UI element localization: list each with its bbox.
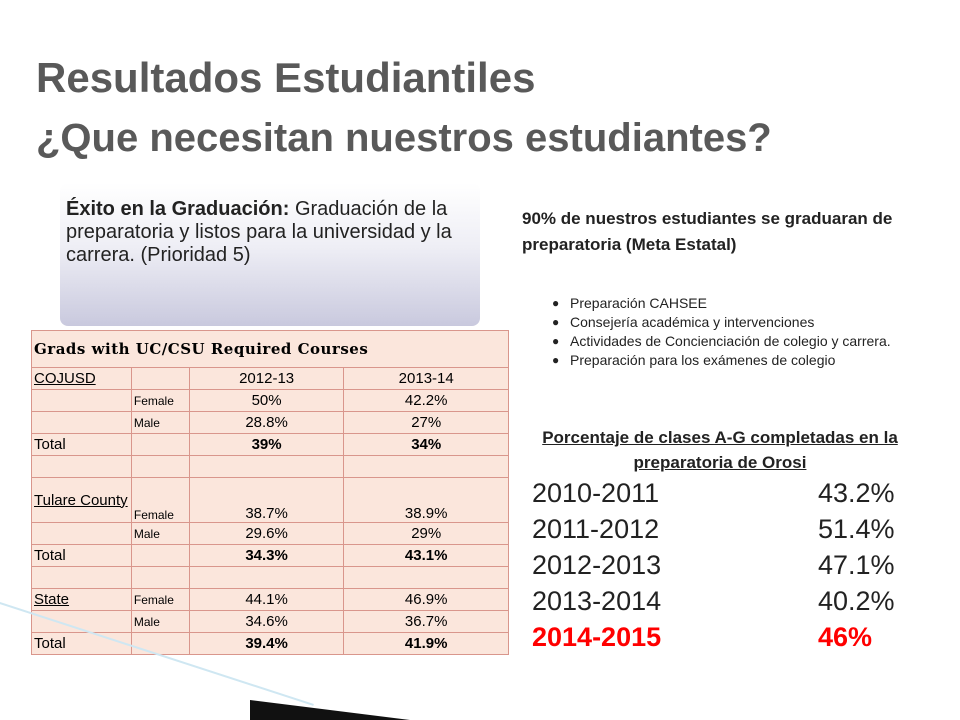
bullet-icon: ● [552, 353, 560, 367]
table-row [32, 523, 509, 545]
table-cell: 2012-13 [189, 368, 344, 390]
table-cell [189, 456, 344, 478]
table-row [32, 434, 509, 456]
table-cell: Female [131, 589, 189, 611]
table-cell: 34.6% [189, 611, 344, 633]
table-cell [131, 456, 189, 478]
table-cell [32, 456, 132, 478]
table-cell: 38.9% [344, 478, 509, 523]
ag-list [532, 478, 932, 658]
table-cell: 29.6% [189, 523, 344, 545]
table-cell: 50% [189, 390, 344, 412]
table-cell: 39% [189, 434, 344, 456]
ag-value: 51.4% [818, 514, 895, 544]
table-cell: 29% [344, 523, 509, 545]
table-row [32, 478, 509, 523]
table-cell: Total [32, 434, 132, 456]
table-cell [32, 390, 132, 412]
ag-value: 43.2% [818, 478, 895, 508]
table-row [32, 456, 509, 478]
table-cell: Male [131, 611, 189, 633]
decorative-wedge [250, 700, 410, 720]
ag-year: 2010-2011 [532, 478, 660, 508]
table-cell [131, 368, 189, 390]
table-cell: Male [131, 523, 189, 545]
table-cell: 42.2% [344, 390, 509, 412]
table-cell: Female [131, 390, 189, 412]
goal-bullets [552, 294, 942, 370]
bullet-icon: ● [552, 315, 560, 329]
ag-row-highlight [532, 622, 932, 658]
page-title: Resultados Estudiantiles [36, 54, 536, 101]
table-cell: 27% [344, 412, 509, 434]
bullet-text: Consejería académica y intervenciones [570, 314, 815, 330]
table-cell [32, 567, 132, 589]
ag-row [532, 550, 932, 586]
table-row [32, 611, 509, 633]
table-cell: 28.8% [189, 412, 344, 434]
banner-bold: Éxito en la Graduación: [66, 198, 290, 220]
ag-year: 2012-2013 [532, 550, 662, 580]
table-cell: Female [131, 478, 189, 523]
ag-title: Porcentaje de clases A-G completadas en la preparatoria de Orosi [542, 428, 898, 472]
table-cell: 34% [344, 434, 509, 456]
table-row [32, 331, 509, 368]
table-cell [32, 523, 132, 545]
bullet-item [552, 332, 942, 351]
table-row [32, 368, 509, 390]
table-cell: 2013-14 [344, 368, 509, 390]
ag-value: 40.2% [818, 586, 895, 616]
table-caption: Grads with UC/CSU Required Courses [32, 331, 509, 368]
table-row [32, 545, 509, 567]
table-cell [131, 567, 189, 589]
table-row [32, 412, 509, 434]
table-cell [344, 567, 509, 589]
bullet-item [552, 351, 942, 370]
table-cell: 44.1% [189, 589, 344, 611]
ag-year: 2011-2012 [532, 514, 660, 544]
table-cell: 41.9% [344, 633, 509, 655]
page-subtitle: ¿Que necesitan nuestros estudiantes? [36, 116, 772, 160]
table-cell: State [32, 589, 132, 611]
table-cell [189, 567, 344, 589]
table-cell: Tulare County [32, 478, 132, 523]
grads-table [31, 330, 509, 655]
table-cell [344, 456, 509, 478]
bullet-icon: ● [552, 296, 560, 310]
table-cell: COJUSD [32, 368, 132, 390]
ag-value: 46% [818, 622, 873, 652]
bullet-item [552, 313, 942, 332]
table-row [32, 567, 509, 589]
ag-row [532, 478, 932, 514]
bullet-item [552, 294, 942, 313]
bullet-text: Actividades de Concienciación de colegio y carrera. [570, 333, 891, 349]
bullet-text: Preparación CAHSEE [570, 295, 707, 311]
table-cell: 39.4% [189, 633, 344, 655]
table-cell: Total [32, 633, 132, 655]
table-cell: Male [131, 412, 189, 434]
table-cell [131, 434, 189, 456]
banner-text [66, 198, 466, 267]
table-cell: Total [32, 545, 132, 567]
table-cell: 46.9% [344, 589, 509, 611]
table-cell [131, 633, 189, 655]
table-cell [131, 545, 189, 567]
goal-heading: 90% de nuestros estudiantes se graduaran de preparatoria (Meta Estatal) [522, 209, 893, 254]
ag-year: 2013-2014 [532, 586, 662, 616]
bullet-text: Preparación para los exámenes de colegio [570, 352, 836, 368]
table-cell [32, 412, 132, 434]
banner-body: Graduación de la preparatoria y listos para la universidad y la carrera. (Prioridad 5) [66, 198, 452, 266]
table-cell: 34.3% [189, 545, 344, 567]
table-cell: 38.7% [189, 478, 344, 523]
ag-row [532, 586, 932, 622]
ag-row [532, 514, 932, 550]
table-cell: 43.1% [344, 545, 509, 567]
table-row [32, 390, 509, 412]
table-row [32, 589, 509, 611]
ag-year: 2014-2015 [532, 622, 662, 652]
bullet-icon: ● [552, 334, 560, 348]
ag-value: 47.1% [818, 550, 895, 580]
table-cell: 36.7% [344, 611, 509, 633]
